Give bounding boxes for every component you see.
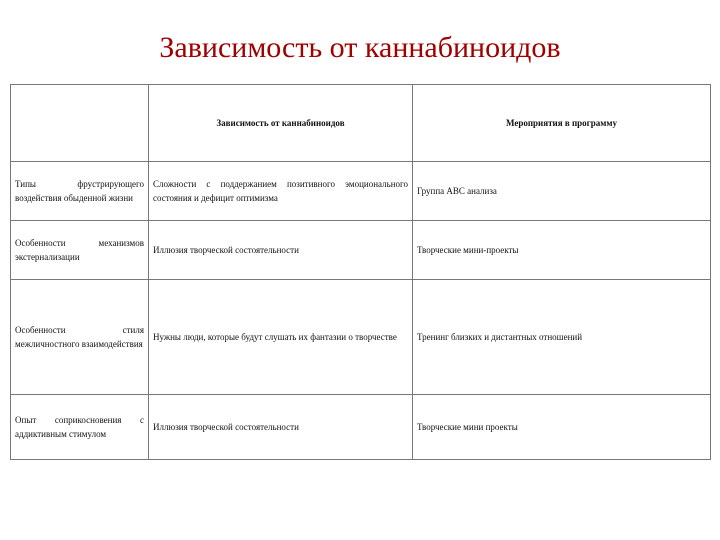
row-measures-cell: Группа АВС анализа	[413, 162, 711, 221]
row-factor-cell: Особенности стиля межличностного взаимодействия	[11, 280, 149, 395]
row-dependence-cell: Иллюзия творческой состоятельности	[149, 221, 413, 280]
table-row	[11, 395, 711, 460]
table-row	[11, 162, 711, 221]
comparison-table	[10, 84, 711, 460]
row-factor-cell: Типы фрустрирующего воздействия обыденной жизни	[11, 162, 149, 221]
row-measures-cell: Тренинг близких и дистантных отношений	[413, 280, 711, 395]
table-row	[11, 221, 711, 280]
row-factor-cell: Особенности механизмов экстернализации	[11, 221, 149, 280]
row-measures-cell: Творческие мини проекты	[413, 395, 711, 460]
header-cell-empty	[11, 85, 149, 162]
header-cell-dependence: Зависимость от каннабиноидов	[149, 85, 413, 162]
row-measures-cell: Творческие мини-проекты	[413, 221, 711, 280]
slide-title: Зависимость от каннабиноидов	[159, 31, 561, 64]
row-dependence-cell: Нужны люди, которые будут слушать их фантазии о творчестве	[149, 280, 413, 395]
row-dependence-cell: Иллюзия творческой состоятельности	[149, 395, 413, 460]
row-factor-cell: Опыт соприкосновения с аддиктивным стимулом	[11, 395, 149, 460]
row-dependence-cell: Сложности с поддержанием позитивного эмоционального состояния и дефицит оптимизма	[149, 162, 413, 221]
header-cell-measures: Мероприятия в программу	[413, 85, 711, 162]
table-row	[11, 280, 711, 395]
table-header-row	[11, 85, 711, 162]
